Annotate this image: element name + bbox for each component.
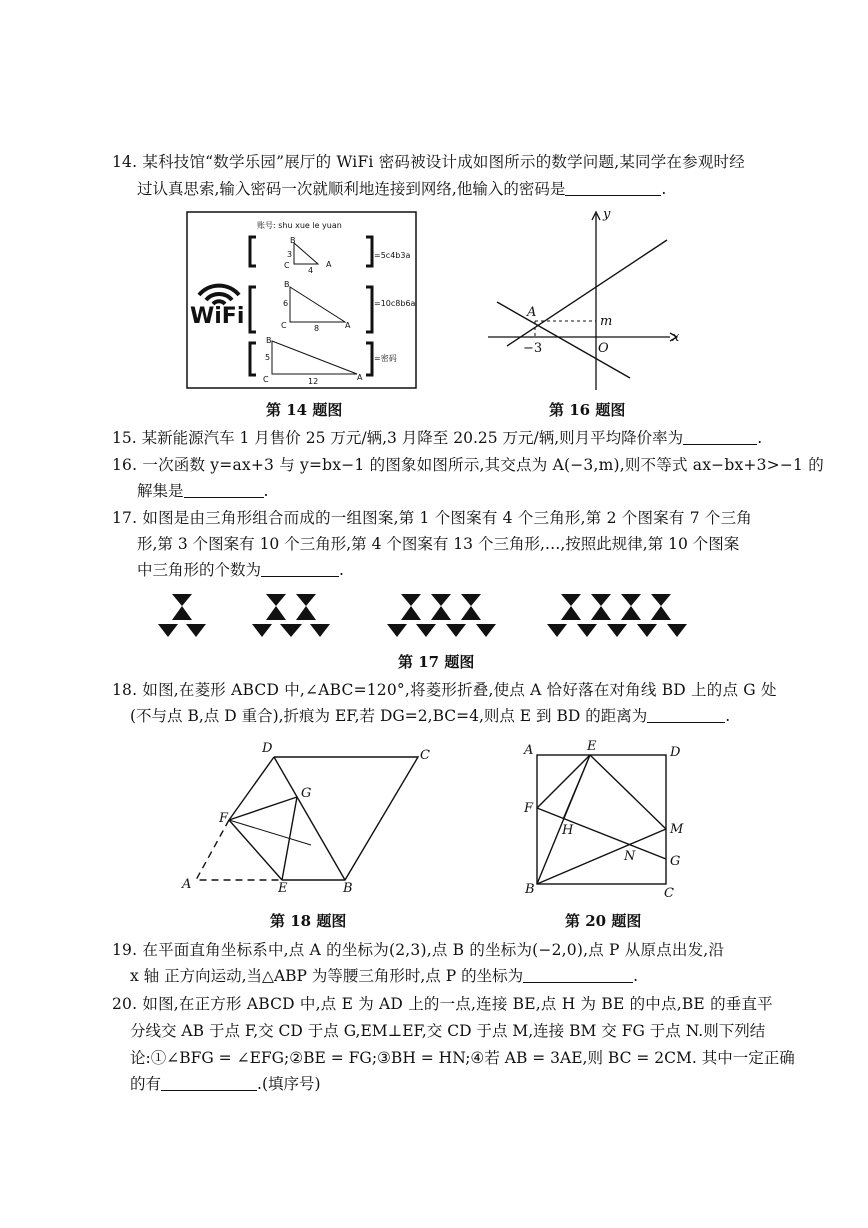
svg-text:5: 5 — [265, 353, 271, 362]
q18-line2-text: (不与点 B,点 D 重合),折痕为 EF,若 DG=2,BC=4,则点 E 到 BD 的距离为 — [130, 707, 648, 725]
q19-line2-text: x 轴 正方向运动,当△ABP 为等腰三角形时,点 P 的坐标为 — [130, 967, 524, 985]
q15-line: 15. 某新能源汽车 1 月售价 25 万元/辆,3 月降至 20.25 万元/辆,则月平均降价率为 . — [112, 429, 763, 447]
q16-y-label: y — [603, 207, 611, 222]
q20-H: H — [562, 823, 574, 838]
wifi-text: WiFi — [190, 304, 245, 329]
q17-line1: 17. 如图是由三角形组合而成的一组图案,第 1 个图案有 4 个三角形,第 2 个图案有 7 个三角 — [112, 509, 752, 527]
q18-line1: 18. 如图,在菱形 ABCD 中,∠ABC=120°,将菱形折叠,使点 A 恰好落在对角线 BD 上的点 G 处 — [112, 681, 777, 699]
q14-line2-text: 过认真思索,输入密码一次就顺利地连接到网络,他输入的密码是 — [137, 180, 566, 198]
q18-A: A — [182, 877, 192, 892]
q20-figure — [523, 739, 684, 901]
q20-line2: 分线交 AB 于点 F,交 CD 于点 G,EM⊥EF,交 CD 于点 M,连接 BM 交 FG 于点 N.则下列结 — [130, 1022, 766, 1040]
q18-B: B — [343, 881, 353, 896]
q20-line4-text: 的有 — [130, 1075, 162, 1093]
svg-text:8: 8 — [314, 324, 320, 333]
q15-text: 15. 某新能源汽车 1 月售价 25 万元/辆,3 月降至 20.25 万元/辆,则月平均降价率为 — [112, 429, 684, 447]
q18-caption: 第 18 题图 — [270, 912, 347, 930]
q18-G: G — [301, 786, 312, 801]
q14-row3-text: =密码 — [374, 354, 397, 363]
q20-answer-blank — [161, 1075, 257, 1092]
q19-answer-blank — [523, 967, 633, 984]
q20-E: E — [587, 739, 597, 754]
q16-A-label: A — [527, 305, 537, 320]
q18-figure — [181, 741, 430, 896]
q16-figure — [488, 207, 680, 390]
q14-row2-text: =10c8b6a — [374, 299, 416, 308]
q18-D: D — [262, 741, 273, 756]
svg-text:6: 6 — [283, 299, 289, 308]
svg-text:C: C — [284, 261, 290, 270]
q17-caption: 第 17 题图 — [398, 653, 475, 671]
q20-B: B — [525, 882, 535, 897]
q16-line2: 解集是 . — [137, 482, 269, 500]
q15-answer-blank — [683, 429, 757, 446]
q20-line3: 论:①∠BFG = ∠EFG;②BE = FG;③BH = HN;④若 AB = 3AE,则 BC = 2CM. 其中一定正确 — [130, 1049, 795, 1067]
q19-line2: x 轴 正方向运动,当△ABP 为等腰三角形时,点 P 的坐标为 . — [130, 967, 639, 985]
q20-line4 — [130, 1072, 321, 1094]
q16-m-label: m — [600, 314, 613, 329]
q14-line2: 过认真思索,输入密码一次就顺利地连接到网络,他输入的密码是 . — [137, 180, 667, 198]
svg-text:4: 4 — [308, 266, 314, 275]
q20-G: G — [670, 854, 681, 869]
q16-neg3-label: −3 — [523, 341, 543, 356]
q20-D: D — [670, 745, 681, 760]
q18-E: E — [278, 881, 288, 896]
q20-line1: 20. 如图,在正方形 ABCD 中,点 E 为 AD 上的一点,连接 BE,点 H 为 BE 的中点,BE 的垂直平 — [112, 995, 773, 1013]
q17-answer-blank — [261, 561, 339, 578]
q17-patterns — [158, 594, 687, 637]
svg-text:A: A — [345, 321, 351, 330]
q14-caption: 第 14 题图 — [266, 401, 343, 419]
q16-line1: 16. 一次函数 y=ax+3 与 y=bx−1 的图象如图所示,其交点为 A(−3,m),则不等式 ax−bx+3>−1 的 — [112, 456, 824, 474]
svg-text:C: C — [263, 375, 269, 384]
q16-line2-text: 解集是 — [137, 482, 184, 500]
svg-text:B: B — [284, 280, 290, 289]
q20-F: F — [524, 801, 534, 816]
q14-line1: 14. 某科技馆“数学乐园”展厅的 WiFi 密码被设计成如图所示的数学问题,某同学在参观时经 — [112, 153, 745, 171]
q20-C: C — [664, 886, 674, 901]
q17-line3-text: 中三角形的个数为 — [137, 561, 262, 579]
q20-N: N — [624, 849, 636, 864]
q16-answer-blank — [184, 482, 264, 499]
q17-line3: 中三角形的个数为 . — [137, 561, 344, 579]
q16-caption: 第 16 题图 — [549, 401, 626, 419]
q14-row1-text: =5c4b3a — [374, 251, 411, 260]
q20-caption: 第 20 题图 — [565, 912, 642, 930]
q16-O-label: O — [598, 341, 609, 356]
svg-text:B: B — [290, 236, 296, 245]
q20-M: M — [670, 822, 684, 837]
q20-line4-tail: .(填序号) — [257, 1075, 321, 1093]
q14-figure — [187, 212, 416, 388]
svg-text:12: 12 — [308, 377, 319, 386]
q18-line2: (不与点 B,点 D 重合),折痕为 EF,若 DG=2,BC=4,则点 E 到 BD 的距离为 . — [130, 707, 731, 725]
q19-line1: 19. 在平面直角坐标系中,点 A 的坐标为(2,3),点 B 的坐标为(−2,0),点 P 从原点出发,沿 — [112, 941, 725, 959]
q20-A: A — [524, 743, 534, 758]
svg-text:C: C — [281, 321, 287, 330]
q16-x-label: x — [672, 330, 680, 345]
q18-F: F — [219, 811, 229, 826]
svg-text:A: A — [357, 373, 363, 382]
q14-account-text: 账号: shu xue le yuan — [257, 221, 342, 230]
svg-text:A: A — [326, 260, 332, 269]
wifi-icon — [190, 286, 244, 329]
svg-text:B: B — [266, 336, 272, 345]
svg-text:3: 3 — [287, 250, 293, 259]
q17-line2: 形,第 3 个图案有 10 个三角形,第 4 个图案有 13 个三角形,…,按照此规律,第 10 个图案 — [137, 535, 740, 553]
q18-C: C — [420, 748, 430, 763]
q18-answer-blank — [647, 707, 725, 724]
